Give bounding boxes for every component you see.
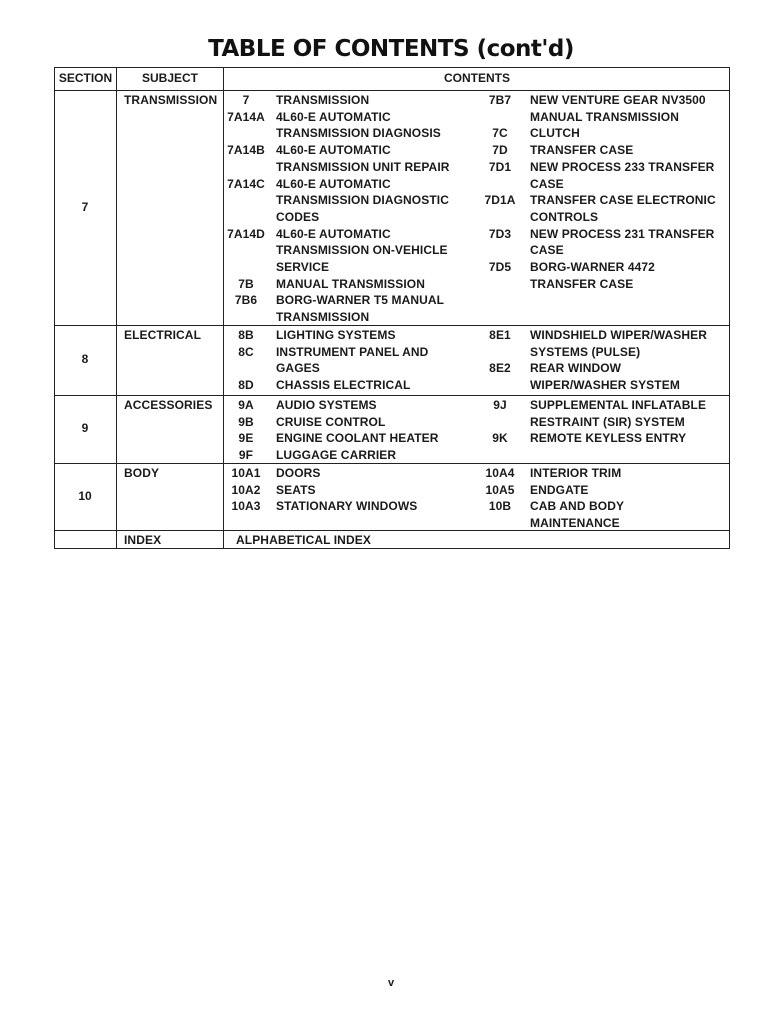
entry-title: TRANSFER CASE bbox=[530, 143, 634, 158]
entry-title: CASE bbox=[530, 176, 564, 191]
entry-title: SUPPLEMENTAL INFLATABLE bbox=[530, 398, 707, 412]
section-number: 10 bbox=[78, 488, 92, 503]
row-divider bbox=[55, 530, 729, 531]
entry-code: 7 bbox=[242, 93, 250, 107]
entry-title: CRUISE CONTROL bbox=[276, 414, 386, 429]
entry-title: WINDSHIELD WIPER/WASHER bbox=[530, 328, 707, 342]
entry-code: 7B7 bbox=[488, 93, 512, 107]
section-number: 8 bbox=[81, 352, 89, 366]
entry-title: 4L60-E AUTOMATIC bbox=[276, 226, 391, 241]
entry-title: NEW VENTURE GEAR NV3500 bbox=[530, 93, 706, 107]
entry-title: ENDGATE bbox=[530, 482, 589, 497]
row-divider bbox=[55, 325, 729, 326]
entry-title: NEW PROCESS 231 TRANSFER bbox=[530, 226, 715, 241]
entry-code: 8C bbox=[238, 344, 254, 359]
index-contents: ALPHABETICAL INDEX bbox=[236, 533, 371, 547]
entry-code: 10A5 bbox=[485, 482, 515, 497]
entry-title: MANUAL TRANSMISSION bbox=[530, 109, 680, 124]
entry-title: TRANSMISSION bbox=[276, 93, 370, 107]
entry-code: 9J bbox=[493, 398, 507, 412]
section-number: 9 bbox=[81, 421, 89, 435]
entry-code: 7A14A bbox=[227, 109, 265, 124]
entry-title: REMOTE KEYLESS ENTRY bbox=[530, 431, 687, 446]
entry-title: SEATS bbox=[276, 482, 316, 497]
entry-title: TRANSMISSION DIAGNOSTIC bbox=[276, 193, 449, 208]
section-subject: TRANSMISSION bbox=[124, 93, 218, 107]
entry-code: 9B bbox=[238, 414, 254, 429]
column-divider bbox=[116, 68, 117, 548]
section-subject: ELECTRICAL bbox=[124, 328, 201, 342]
entry-code: 10A1 bbox=[231, 466, 261, 480]
entry-code: 7D5 bbox=[488, 260, 512, 274]
page-number: v bbox=[387, 977, 395, 989]
entry-code: 7D bbox=[492, 143, 508, 158]
entry-title: 4L60-E AUTOMATIC bbox=[276, 143, 391, 158]
entry-title: CASE bbox=[530, 243, 564, 258]
entry-title: ENGINE COOLANT HEATER bbox=[276, 431, 439, 446]
entry-title: CAB AND BODY bbox=[530, 499, 625, 514]
entry-title: BORG-WARNER T5 MANUAL bbox=[276, 293, 445, 308]
entry-code: 10A3 bbox=[231, 499, 261, 514]
entry-code: 9A bbox=[238, 398, 254, 412]
entry-title: TRANSMISSION bbox=[276, 310, 370, 325]
entry-title: TRANSMISSION UNIT REPAIR bbox=[276, 159, 450, 174]
entry-title: TRANSMISSION DIAGNOSIS bbox=[276, 126, 441, 141]
entry-code: 9F bbox=[238, 448, 254, 463]
entry-title: REAR WINDOW bbox=[530, 361, 622, 376]
header-contents: CONTENTS bbox=[444, 71, 510, 85]
entry-title: BORG-WARNER 4472 bbox=[530, 260, 655, 274]
entry-code: 8B bbox=[238, 328, 254, 342]
entry-code: 10B bbox=[488, 499, 512, 514]
entry-code: 10A4 bbox=[485, 466, 515, 480]
entry-title: CODES bbox=[276, 209, 320, 224]
entry-code: 7B6 bbox=[234, 293, 258, 308]
page-title: TABLE OF CONTENTS (cont'd) bbox=[208, 36, 574, 62]
index-subject: INDEX bbox=[124, 533, 162, 547]
header-section: SECTION bbox=[58, 71, 113, 85]
entry-title: RESTRAINT (SIR) SYSTEM bbox=[530, 414, 685, 429]
section-subject: ACCESSORIES bbox=[124, 398, 213, 412]
entry-title: 4L60-E AUTOMATIC bbox=[276, 109, 391, 124]
entry-title: TRANSMISSION ON-VEHICLE bbox=[276, 243, 448, 258]
entry-title: CONTROLS bbox=[530, 209, 599, 224]
entry-title: MAINTENANCE bbox=[530, 516, 620, 531]
entry-title: CLUTCH bbox=[530, 126, 580, 141]
entry-code: 7A14D bbox=[227, 226, 265, 241]
entry-title: WIPER/WASHER SYSTEM bbox=[530, 378, 680, 393]
entry-code: 8E1 bbox=[489, 328, 511, 342]
entry-title: LIGHTING SYSTEMS bbox=[276, 328, 396, 342]
row-divider bbox=[55, 90, 729, 91]
header-subject: SUBJECT bbox=[141, 71, 198, 85]
column-divider bbox=[223, 68, 224, 548]
entry-code: 7C bbox=[492, 126, 508, 141]
entry-code: 7B bbox=[238, 276, 254, 291]
entry-title: MANUAL TRANSMISSION bbox=[276, 276, 426, 291]
entry-title: NEW PROCESS 233 TRANSFER bbox=[530, 159, 715, 174]
section-subject: BODY bbox=[124, 466, 160, 480]
entry-code: 10A2 bbox=[231, 482, 261, 497]
table-of-contents bbox=[54, 67, 730, 549]
entry-code: 8D bbox=[238, 378, 254, 393]
row-divider bbox=[55, 395, 729, 396]
entry-code: 9E bbox=[238, 431, 254, 446]
entry-title: STATIONARY WINDOWS bbox=[276, 499, 418, 514]
entry-title: SYSTEMS (PULSE) bbox=[530, 344, 641, 359]
entry-code: 7A14B bbox=[227, 143, 265, 158]
section-number: 7 bbox=[81, 199, 89, 214]
entry-title: SERVICE bbox=[276, 260, 330, 274]
entry-title: CHASSIS ELECTRICAL bbox=[276, 378, 411, 393]
entry-code: 9K bbox=[492, 431, 508, 446]
entry-title: TRANSFER CASE bbox=[530, 276, 634, 291]
entry-code: 8E2 bbox=[489, 361, 511, 376]
row-divider bbox=[55, 463, 729, 464]
entry-title: INTERIOR TRIM bbox=[530, 466, 622, 480]
entry-code: 7D3 bbox=[488, 226, 512, 241]
entry-title: INSTRUMENT PANEL AND bbox=[276, 344, 429, 359]
entry-title: GAGES bbox=[276, 361, 320, 376]
entry-code: 7D1A bbox=[484, 193, 516, 208]
entry-code: 7A14C bbox=[227, 176, 265, 191]
entry-title: LUGGAGE CARRIER bbox=[276, 448, 397, 463]
entry-title: DOORS bbox=[276, 466, 321, 480]
entry-title: 4L60-E AUTOMATIC bbox=[276, 176, 391, 191]
entry-title: TRANSFER CASE ELECTRONIC bbox=[530, 193, 716, 208]
entry-title: AUDIO SYSTEMS bbox=[276, 398, 377, 412]
entry-code: 7D1 bbox=[488, 159, 512, 174]
